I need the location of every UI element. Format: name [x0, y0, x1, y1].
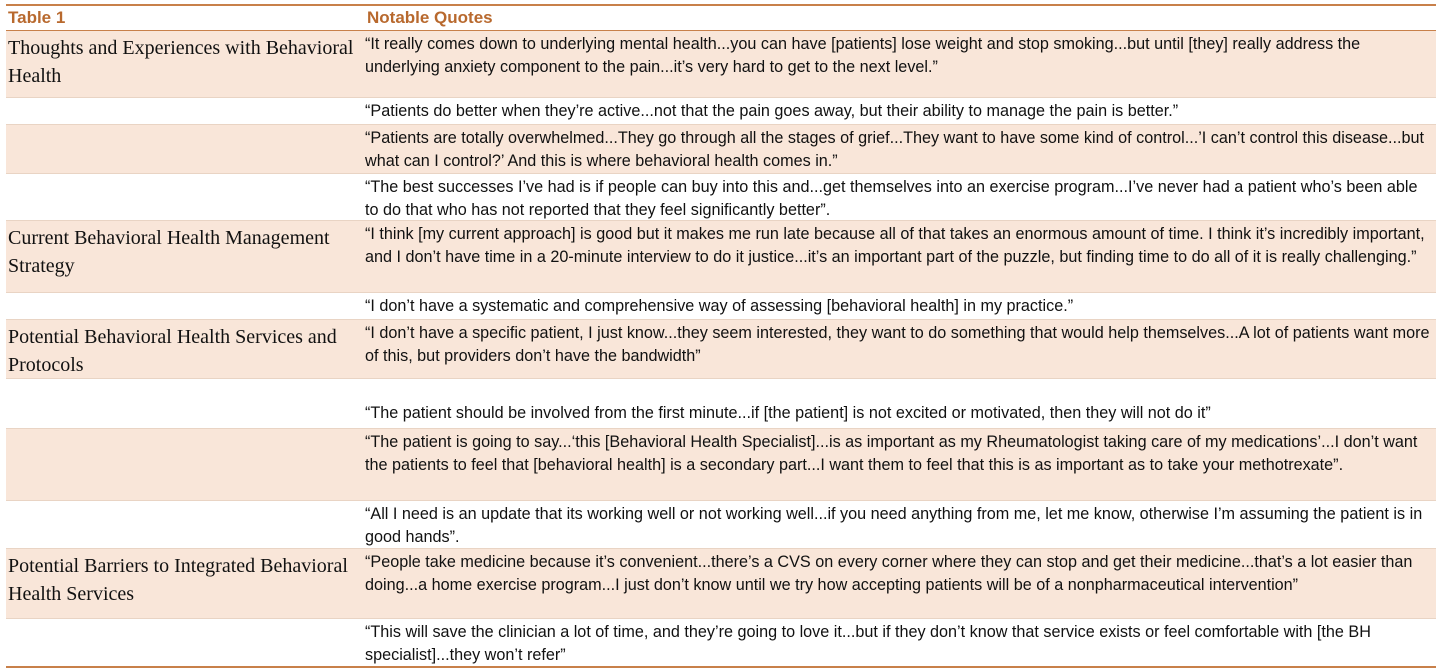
- quotes-table: [6, 4, 1436, 668]
- table-row: [6, 221, 1436, 293]
- table-row: [6, 320, 1436, 379]
- table-row: [6, 293, 1436, 320]
- category-cell: [6, 174, 365, 220]
- category-cell: [6, 619, 365, 666]
- table-row: [6, 379, 1436, 429]
- table-row: [6, 31, 1436, 98]
- category-cell: [6, 293, 365, 319]
- quote-cell: “Patients do better when they’re active...not that the pain goes away, but their ability to manage the pain is better.”: [365, 102, 1179, 120]
- table-label: Table 1: [8, 8, 66, 27]
- quote-cell: “All I need is an update that its working well or not working well...if you need anything from me, let me know, otherwise I’m assuming the patient is in good hands”.: [365, 505, 1423, 546]
- quote-cell: “I think [my current approach] is good but it makes me run late because all of that takes an enormous amount of time. I think it’s incredibly important, and I don’t have time in a 20-minute interview to do it justice...it’s an important part of the puzzle, but finding time to do all of it is really challenging.”: [365, 225, 1425, 266]
- category-cell: Potential Behavioral Health Services and Protocols: [8, 326, 337, 376]
- quote-cell: “This will save the clinician a lot of time, and they’re going to love it...but if they don’t know that service exists or feel comfortable with [the BH specialist]...they won’t refer”: [365, 623, 1371, 664]
- quote-cell: “The patient is going to say...‘this [Behavioral Health Specialist]...is as important as my Rheumatologist taking care of my medications’...I don’t want the patients to feel that [behavioral health] is a secondary part...I want them to feel that this is as important as to take your methotrexate”.: [365, 433, 1418, 474]
- quote-cell: “It really comes down to underlying mental health...you can have [patients] lose weight and stop smoking...but until [they] really address the underlying anxiety component to the pain...it’s very hard to get to the next level.”: [365, 35, 1361, 76]
- table-row: [6, 125, 1436, 174]
- table-row: [6, 429, 1436, 501]
- table-row: [6, 619, 1436, 666]
- quote-cell: “I don’t have a specific patient, I just know...they seem interested, they want to do something that would help themselves...A lot of patients want more of this, but providers don’t have the bandwidth”: [365, 324, 1430, 365]
- category-cell: [6, 98, 365, 124]
- quote-cell: “People take medicine because it’s convenient...there’s a CVS on every corner where they can stop and get their medicine...that’s a lot easier than doing...a home exercise program...I just don’t know until we try how accepting patients will be of a nonpharmaceutical intervention”: [365, 553, 1413, 594]
- table-row: [6, 549, 1436, 619]
- table-row: [6, 98, 1436, 125]
- category-cell: [6, 379, 365, 428]
- table-row: [6, 174, 1436, 221]
- category-cell: Potential Barriers to Integrated Behavioral Health Services: [8, 555, 348, 605]
- column-header-quotes: Notable Quotes: [367, 8, 493, 27]
- quote-cell: “Patients are totally overwhelmed...They go through all the stages of grief...They want to have some kind of control...’I can’t control this disease...but what can I control?’ And this is where behavioral health comes in.”: [365, 129, 1425, 170]
- category-cell: [6, 501, 365, 548]
- category-cell: [6, 125, 365, 173]
- category-cell: [6, 429, 365, 500]
- category-cell: Thoughts and Experiences with Behavioral Health: [8, 37, 354, 87]
- quote-cell: “I don’t have a systematic and comprehensive way of assessing [behavioral health] in my practice.”: [365, 297, 1074, 315]
- category-cell: Current Behavioral Health Management Strategy: [8, 227, 330, 277]
- table-row: [6, 501, 1436, 549]
- quote-cell: “The best successes I’ve had is if people can buy into this and...get themselves into an exercise program...I’ve never had a patient who’s been able to do that who has not reported that they feel significantly better”.: [365, 178, 1418, 219]
- table-header: [6, 6, 1436, 31]
- quote-cell: “The patient should be involved from the first minute...if [the patient] is not excited or motivated, then they will not do it”: [365, 404, 1211, 422]
